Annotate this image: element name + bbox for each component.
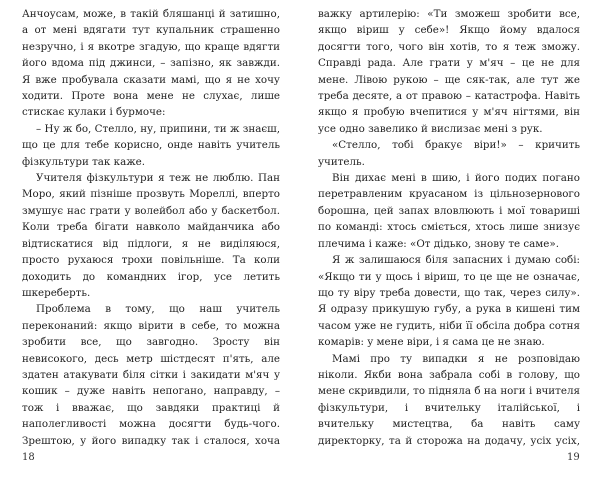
right-page: [318, 6, 580, 446]
left-page: [22, 6, 280, 446]
paragraph: Я ж залишаюся біля запасних і думаю собі: «Якщо ти у щось і віриш, то це ще не означає, що ту віру треба довести, що так, через силу». Я одразу прикушую губу, а рука в кишені тим часом уже не гудить, ніби її обсіла добра сотня комарів: у мене віри, і я сама це не знаю.: [318, 254, 580, 349]
right-page-text: [318, 6, 580, 446]
paragraph: Мамі про ту випадки я не розповідаю ніколи. Якби вона забрала собі в голову, що мене скривдили, то підняла б на ноги і вчителя фізкультури, і вчительку італійської, і вчительку мистецтва, ба навіть саму директорку, та й сторожа на додачу, усіх усіх,: [318, 352, 580, 446]
page-number-left: 18: [22, 452, 35, 463]
left-page-text: [22, 6, 280, 446]
paragraph: «Стелло, тобі бракує віри!» – кричить учитель.: [318, 139, 580, 168]
paragraph: Він дихає мені в шию, і його подих поганo перетравленим круасаном із цільнозернового борошна, цей запах вловлюють і мої товариші по команді: хтось сміється, хтось лише знизує плечима і каже: «От дідько, знову те саме».: [318, 172, 580, 250]
paragraph: Анчоусам, може, в такій бляшанці й затишно, а от мені вдягати тут купальник страшенно незручно, і я вкотре згадую, що краще вдягти його вдома під джинси, – запізно, як завжди. Я вже пробувала сказати мамі, що я не хочу ходити. Проте вона мене не слухає, лише стискає кулаки і бурмоче:: [22, 8, 280, 119]
page-number-right: 19: [567, 452, 580, 463]
paragraph: – Ну ж бо, Стелло, ну, припини, ти ж знаєш, що це для тебе корисно, онде навіть учитель фізкультури так каже.: [22, 122, 280, 168]
paragraph: Учителя фізкультури я теж не люблю. Пан Моро, який пізніше прозвуть Мореллі, вперто змушує нас грати у волейбол або у баскетбол. Коли треба бігати навколо майданчика або відтискатися від підлоги, я не виділяюся, просто рухаюся трохи повільніше. Та коли доходить до командних ігор, усе летить шкереберть.: [22, 172, 280, 299]
paragraph: Проблема в тому, що наш учитель переконаний: якщо вірити в себе, то можна зробити все, що завгодно. Зросту він невисокого, десь метр шістдесят п'ять, але здатен атакувати біля сітки і закидати м'яч у кошик – дуже навіть непогано, направду, – тож і вважає, що завдяки практиці й наполегливості можна досягти будь-чого. Зрештою, у його випадку так і сталося, хоча: [22, 303, 280, 446]
paragraph: важку артилерію: «Ти зможеш зробити все, якщо віриш у себе»! Якщо йому вдалося досягти того, чого він хотів, то я теж зможу. Справді рада. Але грати у м'яч – це не для мене. Лівою рукою – ще сяк-так, але тут же треба десяте, а от правою – катастрофа. Навіть якщо я пробую вчепитися у м'яч нігтями, він усе одно завелико й вислизає мені з рук.: [318, 8, 580, 135]
